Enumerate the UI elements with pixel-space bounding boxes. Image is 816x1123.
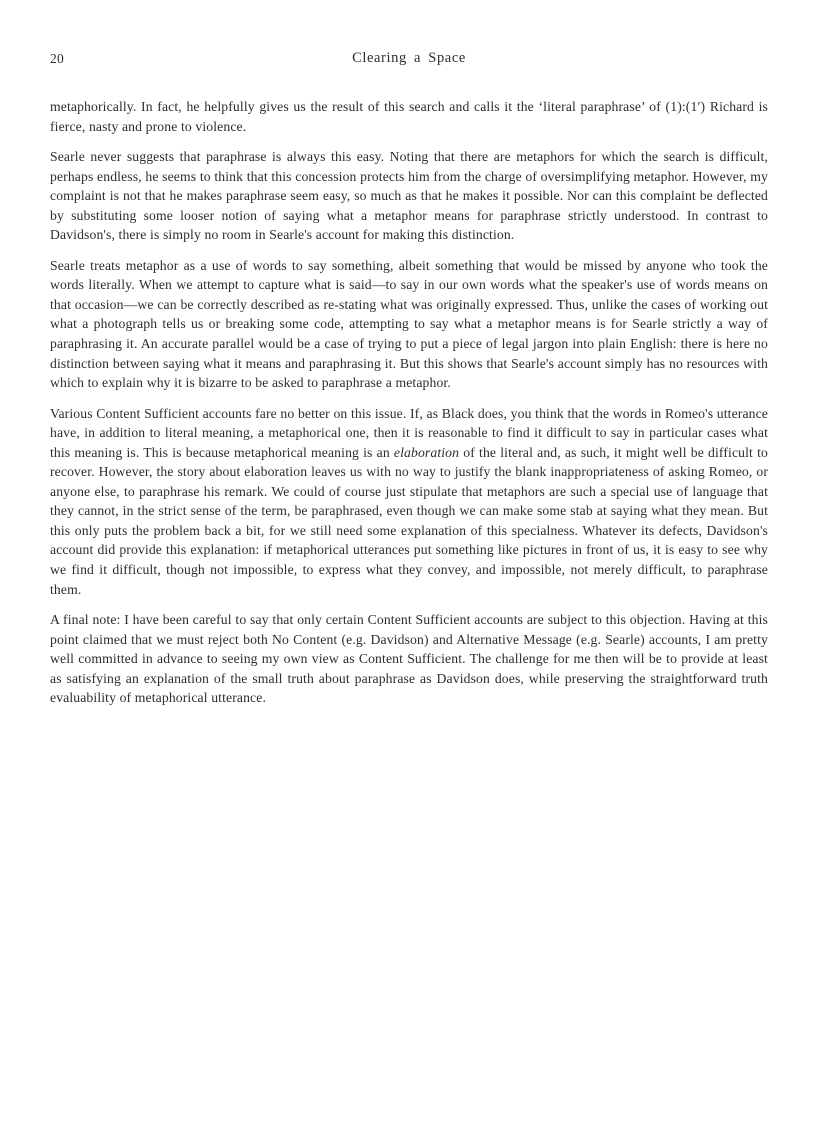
paragraph-1: metaphorically. In fact, he helpfully gives us the result of this search and calls it the ‘literal paraphrase’ of (1):(1′) Richard is fierce, nasty and prone to violence. — [50, 99, 768, 134]
paragraph-4-text-before-italic: Various Content Sufficient accounts fare no better on this issue. If, as Black does, you think that the words in Romeo's utterance have, in addition to literal meaning, a metaphorical one, then it is reasonable to find it difficult to say in particular cases what this meaning is. This is because metaphorical meaning is an — [50, 405, 768, 460]
running-title: Clearing a Space — [352, 50, 466, 66]
page-header — [50, 50, 768, 68]
body-text — [50, 97, 768, 708]
paragraph-4 — [50, 404, 768, 599]
paragraph-3: Searle treats metaphor as a use of words to say something, albeit something that would be missed by anyone who took the words literally. When we attempt to capture what is said—to say in our own words what the speaker's use of words means on that occasion—we can be correctly described as re-stating what was originally expressed. Thus, unlike the cases of working out what a photograph tells us or breaking some code, attempting to say what a metaphor means is for Searle strictly a way of paraphrasing it. An accurate parallel would be a case of trying to put a piece of legal jargon into plain English: there is here no distinction between saying what it means and paraphrasing it. But this shows that Searle's account simply has no resources with which to explain why it is bizarre to be asked to paraphrase a metaphor. — [50, 257, 768, 391]
paragraph-4-text-after-italic: of the literal and, as such, it might well be difficult to recover. However, the story about elaboration leaves us with no way to justify the blank inappropriateness of asking Romeo, or anyone else, to paraphrase his remark. We could of course just stipulate that metaphors are such a special use of language that they cannot, in the strict sense of the term, be paraphrased, even though we can make some stab at saying what they mean. But this only puts the problem back a bit, for we still need some explanation of this specialness. Whatever its defects, Davidson's account did provide this explanation: if metaphorical utterances put something like pictures in front of us, it is easy to see why we find it difficult, though not impossible, to express what they convey, and impossible, not merely difficult, to paraphrase them. — [50, 444, 768, 597]
page-number: 20 — [50, 51, 65, 66]
paragraph-2: Searle never suggests that paraphrase is always this easy. Noting that there are metaphors for which the search is difficult, perhaps endless, he seems to think that this concession protects him from the charge of oversimplifying metaphor. However, my complaint is not that he makes paraphrase seem easy, so much as that he makes it possible. Nor can this complaint be deflected by substituting some looser notion of saying what a metaphor means for paraphrase strictly understood. In contrast to Davidson's, there is simply no room in Searle's account for making this distinction. — [50, 149, 768, 243]
paragraph-5: A final note: I have been careful to say that only certain Content Sufficient accounts are subject to this objection. Having at this point claimed that we must reject both No Content (e.g. Davidson) and Alternative Message (e.g. Searle) accounts, I am pretty well committed in advance to seeing my own view as Content Sufficient. The challenge for me then will be to provide at least as satisfying an explanation of the small truth about paraphrase as Davidson does, while preserving the straightforward truth evaluability of metaphorical utterance. — [50, 612, 768, 706]
emphasized-term-elaboration: elaboration — [393, 444, 460, 460]
